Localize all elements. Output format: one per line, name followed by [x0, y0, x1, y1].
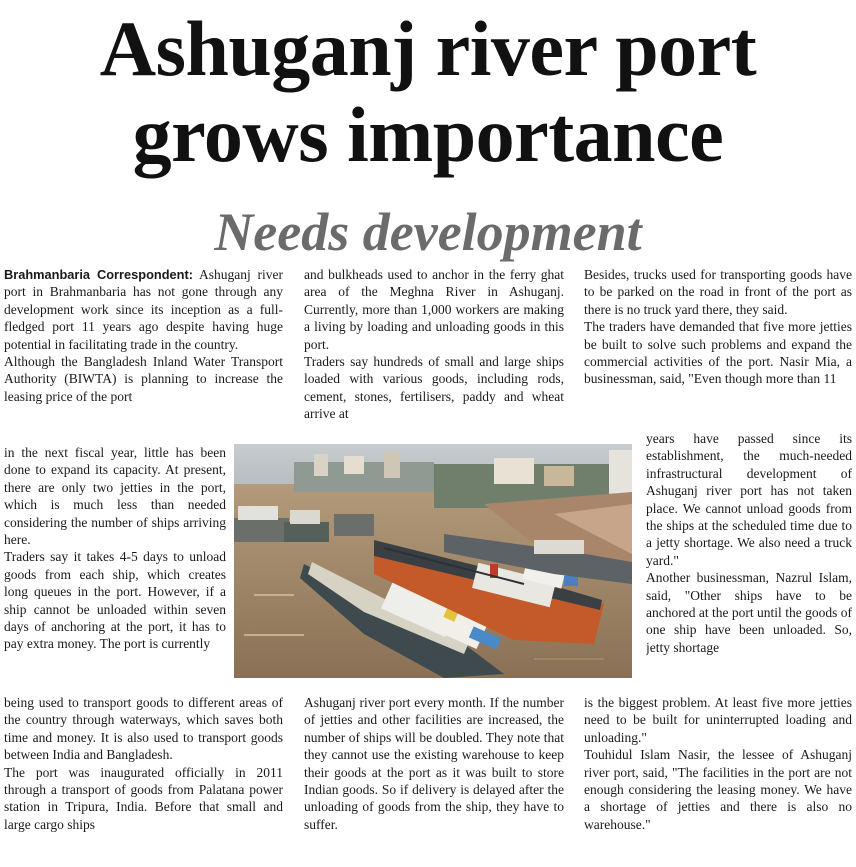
- column-3-wrap: [646, 430, 852, 694]
- col3-paragraph-4: Touhidul Islam Nasir, the lessee of Ashuganj river port, said, "The facilities in the port are not enough considering the leasing money. We have a shortage of jetties and there is also no warehouse.": [584, 747, 852, 832]
- column-3-bottom: [584, 694, 852, 864]
- column-2-top: [304, 266, 564, 442]
- river-port-cargo-ships-photo: [234, 444, 632, 678]
- column-1-bottom: [4, 694, 283, 864]
- col3-paragraph-2: The traders have demanded that five more jetties be built to solve such problems and expand the commercial activities of the port. Nasir Mia, a businessman, said, "Even though more than 11: [584, 319, 852, 387]
- column-1-wrap: [4, 444, 226, 694]
- column-3-top: [584, 266, 852, 442]
- col1-paragraph-1: Ashuganj river port in Brahmanbaria has not gone through any development work since its inception as a full-fledged port 11 years ago despite having huge potential in facilitating trade in the country.: [4, 267, 283, 352]
- byline: Brahmanbaria Correspondent:: [4, 267, 193, 282]
- headline: [0, 6, 856, 178]
- col3-paragraph-3: Another businessman, Nazrul Islam, said, "Other ships have to be anchored at the port until the goods of one ship have been unloaded. So, jetty shortage: [646, 570, 852, 655]
- col1-paragraph-2-cont: in the next fiscal year, little has been done to expand its capacity. At present, there are only two jetties in the port, which is much less than needed considering the number of ships arriving here.: [4, 445, 226, 548]
- col3-paragraph-1: Besides, trucks used for transporting goods have to be parked on the road in front of the port as there is no truck yard there, they said.: [584, 267, 852, 317]
- headline-line-1: Ashuganj river port: [99, 5, 757, 92]
- subheadline: Needs development: [214, 202, 642, 262]
- col1-paragraph-4: The port was inaugurated officially in 2011 through a transport of goods from Palatana power station in Tripura, India. Before that small and large cargo ships: [4, 764, 283, 832]
- col3-paragraph-2-cont: years have passed since its establishment, the much-needed infrastructural development of Ashuganj river port has not taken place. We cannot unload goods from the ships at the scheduled time due to a jetty shortage. We also need a truck yard.": [646, 431, 852, 568]
- column-2-bottom: [304, 694, 564, 864]
- col2-paragraph-1: and bulkheads used to anchor in the ferry ghat area of the Meghna River in Ashuganj. Currently, more than 1,000 workers are making a living by loading and unloading goods in this port.: [304, 267, 564, 352]
- col2-paragraph-3: Ashuganj river port every month. If the number of jetties and other facilities are increased, the number of ships will be doubled. They note that they cannot use the existing warehouse to keep their goods at the port as it was built to store Indian goods. So if delivery is delayed after the unloading of goods from the ship, they have to suffer.: [304, 695, 564, 832]
- col1-paragraph-2: Although the Bangladesh Inland Water Transport Authority (BIWTA) is planning to increase the leasing price of the port: [4, 354, 283, 404]
- col1-paragraph-3: Traders say it takes 4-5 days to unload goods from each ship, which creates long queues in the port. However, if a ship cannot be unloaded within seven days of anchoring at the port, it has to pay extra money. The port is currently: [4, 549, 226, 652]
- headline-line-2: grows importance: [132, 91, 724, 178]
- column-1-top: [4, 266, 283, 442]
- col2-paragraph-2: Traders say hundreds of small and large ships loaded with various goods, including rods, cement, stones, fertilisers, paddy and wheat arrive at: [304, 354, 564, 422]
- col3-paragraph-3-cont: is the biggest problem. At least five more jetties need to be built for uninterrupted loading and unloading.": [584, 695, 852, 745]
- col1-paragraph-3-cont: being used to transport goods to different areas of the country through waterways, which saves both time and money. It is also used to transport goods between India and Bangladesh.: [4, 695, 283, 763]
